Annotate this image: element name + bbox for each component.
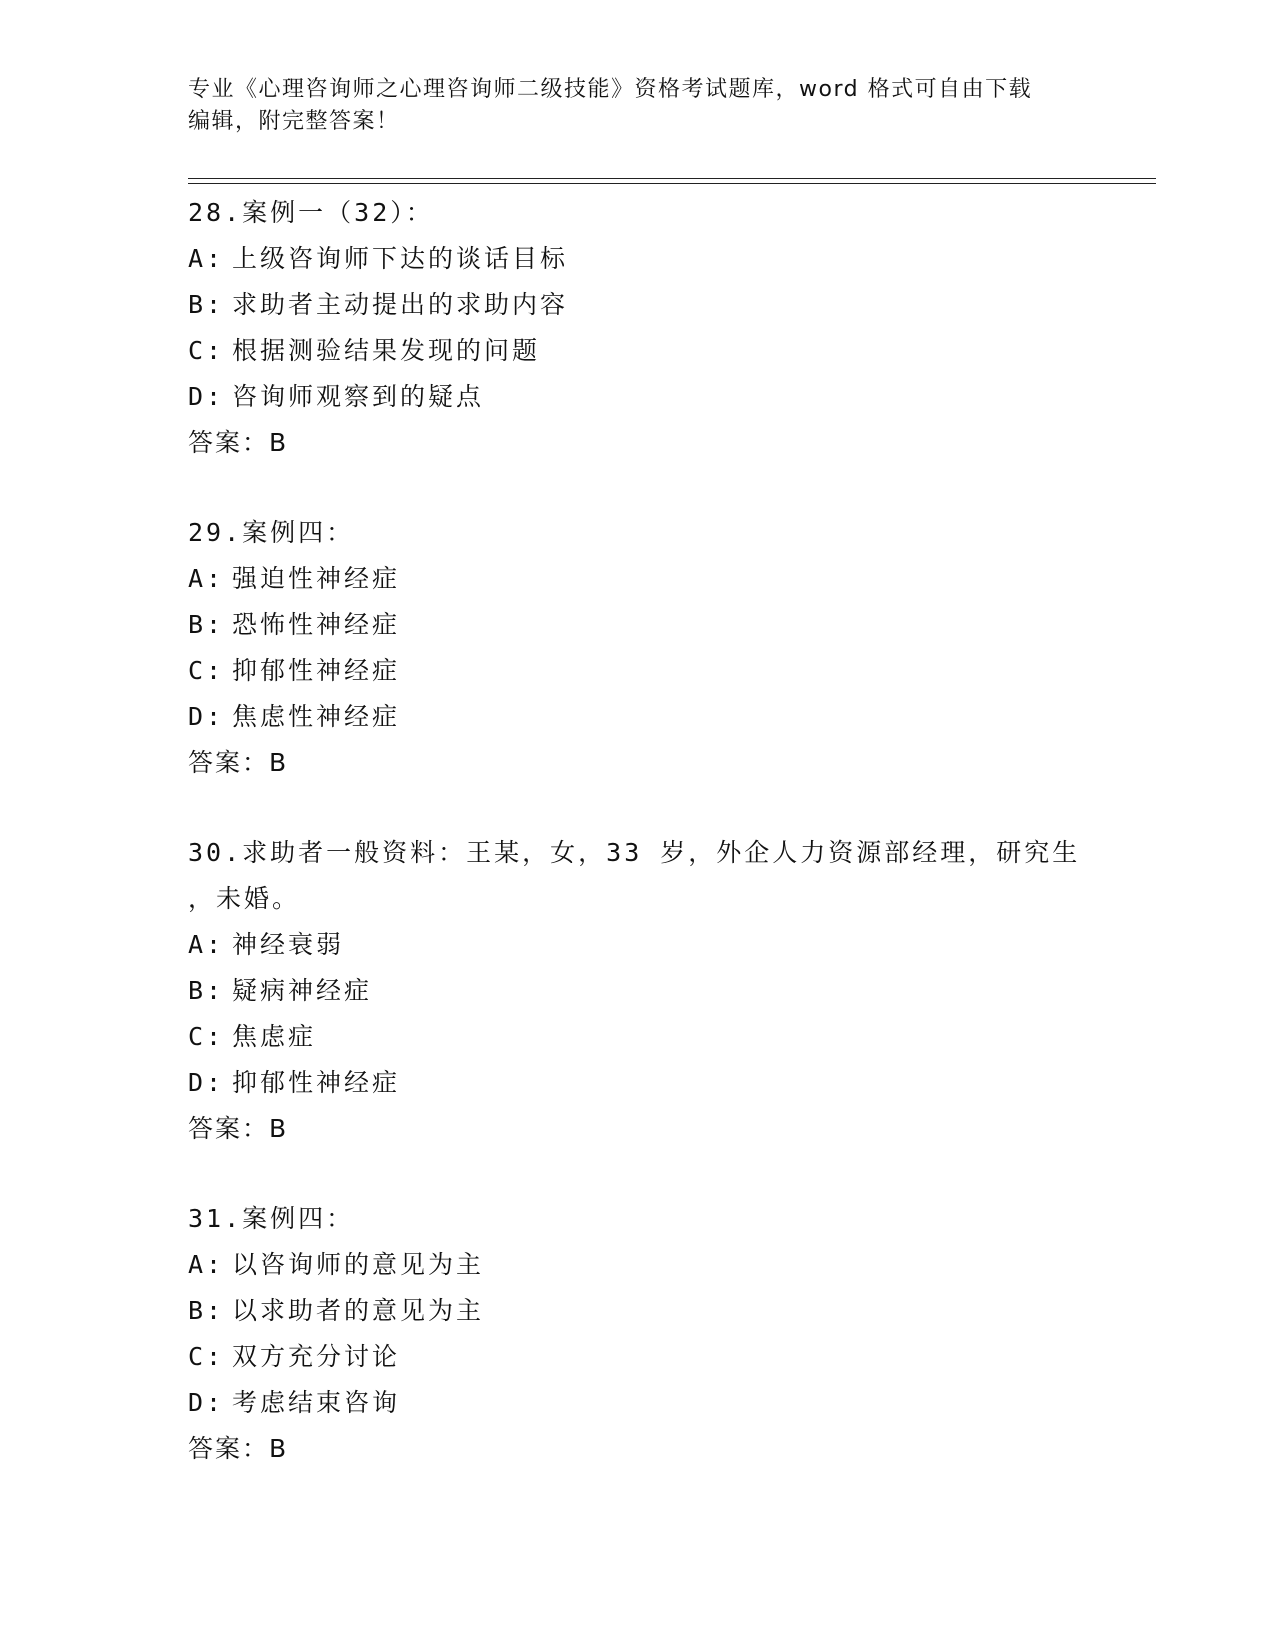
option-a bbox=[188, 236, 1088, 282]
option-c bbox=[188, 328, 1088, 374]
header-divider-top bbox=[188, 178, 1156, 179]
header-divider-bottom bbox=[188, 183, 1156, 184]
answer-line: 答案：B bbox=[188, 428, 289, 457]
option-key: D: bbox=[188, 1388, 225, 1417]
option-key: C: bbox=[188, 1022, 225, 1051]
option-a bbox=[188, 556, 1088, 602]
option-a bbox=[188, 922, 1088, 968]
option-text: 抑郁性神经症 bbox=[232, 656, 401, 685]
option-d bbox=[188, 374, 1088, 420]
option-key: A: bbox=[188, 1250, 225, 1279]
option-text: 焦虑性神经症 bbox=[232, 702, 401, 731]
option-key: D: bbox=[188, 702, 225, 731]
option-text: 以咨询师的意见为主 bbox=[232, 1250, 485, 1279]
option-key: A: bbox=[188, 244, 225, 273]
option-key: B: bbox=[188, 1296, 225, 1325]
option-b bbox=[188, 1288, 1088, 1334]
option-text: 焦虑症 bbox=[232, 1022, 317, 1051]
option-text: 咨询师观察到的疑点 bbox=[232, 382, 485, 411]
option-text: 疑病神经症 bbox=[232, 976, 373, 1005]
question-28 bbox=[188, 190, 1088, 466]
option-b bbox=[188, 968, 1088, 1014]
option-b bbox=[188, 282, 1088, 328]
option-text: 考虑结束咨询 bbox=[232, 1388, 401, 1417]
option-key: A: bbox=[188, 930, 225, 959]
option-text: 恐怖性神经症 bbox=[232, 610, 401, 639]
option-key: D: bbox=[188, 382, 225, 411]
option-key: D: bbox=[188, 1068, 225, 1097]
option-text: 抑郁性神经症 bbox=[232, 1068, 401, 1097]
answer-line: 答案：B bbox=[188, 1114, 289, 1143]
header-line-2: 编辑，附完整答案！ bbox=[188, 109, 400, 134]
option-key: C: bbox=[188, 336, 225, 365]
option-text: 神经衰弱 bbox=[232, 930, 345, 959]
option-key: A: bbox=[188, 564, 225, 593]
question-title: 30.求助者一般资料：王某，女，33 岁，外企人力资源部经理，研究生 ，未婚。 bbox=[188, 838, 1081, 913]
option-b bbox=[188, 602, 1088, 648]
document-header bbox=[188, 74, 1068, 138]
answer-line: 答案：B bbox=[188, 1434, 289, 1463]
option-c bbox=[188, 648, 1088, 694]
option-d bbox=[188, 694, 1088, 740]
option-key: B: bbox=[188, 976, 225, 1005]
option-text: 求助者主动提出的求助内容 bbox=[232, 290, 569, 319]
option-key: B: bbox=[188, 290, 225, 319]
option-text: 上级咨询师下达的谈话目标 bbox=[232, 244, 569, 273]
option-text: 双方充分讨论 bbox=[232, 1342, 401, 1371]
option-d bbox=[188, 1060, 1088, 1106]
option-c bbox=[188, 1014, 1088, 1060]
answer-line: 答案：B bbox=[188, 748, 289, 777]
option-c bbox=[188, 1334, 1088, 1380]
question-30 bbox=[188, 830, 1088, 1152]
option-key: C: bbox=[188, 1342, 225, 1371]
header-line-1: 专业《心理咨询师之心理咨询师二级技能》资格考试题库，word 格式可自由下载 bbox=[188, 77, 1033, 102]
option-text: 以求助者的意见为主 bbox=[232, 1296, 485, 1325]
question-title: 29.案例四： bbox=[188, 518, 355, 547]
option-d bbox=[188, 1380, 1088, 1426]
option-text: 强迫性神经症 bbox=[232, 564, 401, 593]
option-a bbox=[188, 1242, 1088, 1288]
option-text: 根据测验结果发现的问题 bbox=[232, 336, 541, 365]
question-title: 31.案例四： bbox=[188, 1204, 355, 1233]
question-29 bbox=[188, 510, 1088, 786]
option-key: C: bbox=[188, 656, 225, 685]
question-title: 28.案例一（32）： bbox=[188, 198, 434, 227]
question-list bbox=[188, 190, 1088, 1516]
option-key: B: bbox=[188, 610, 225, 639]
question-31 bbox=[188, 1196, 1088, 1472]
